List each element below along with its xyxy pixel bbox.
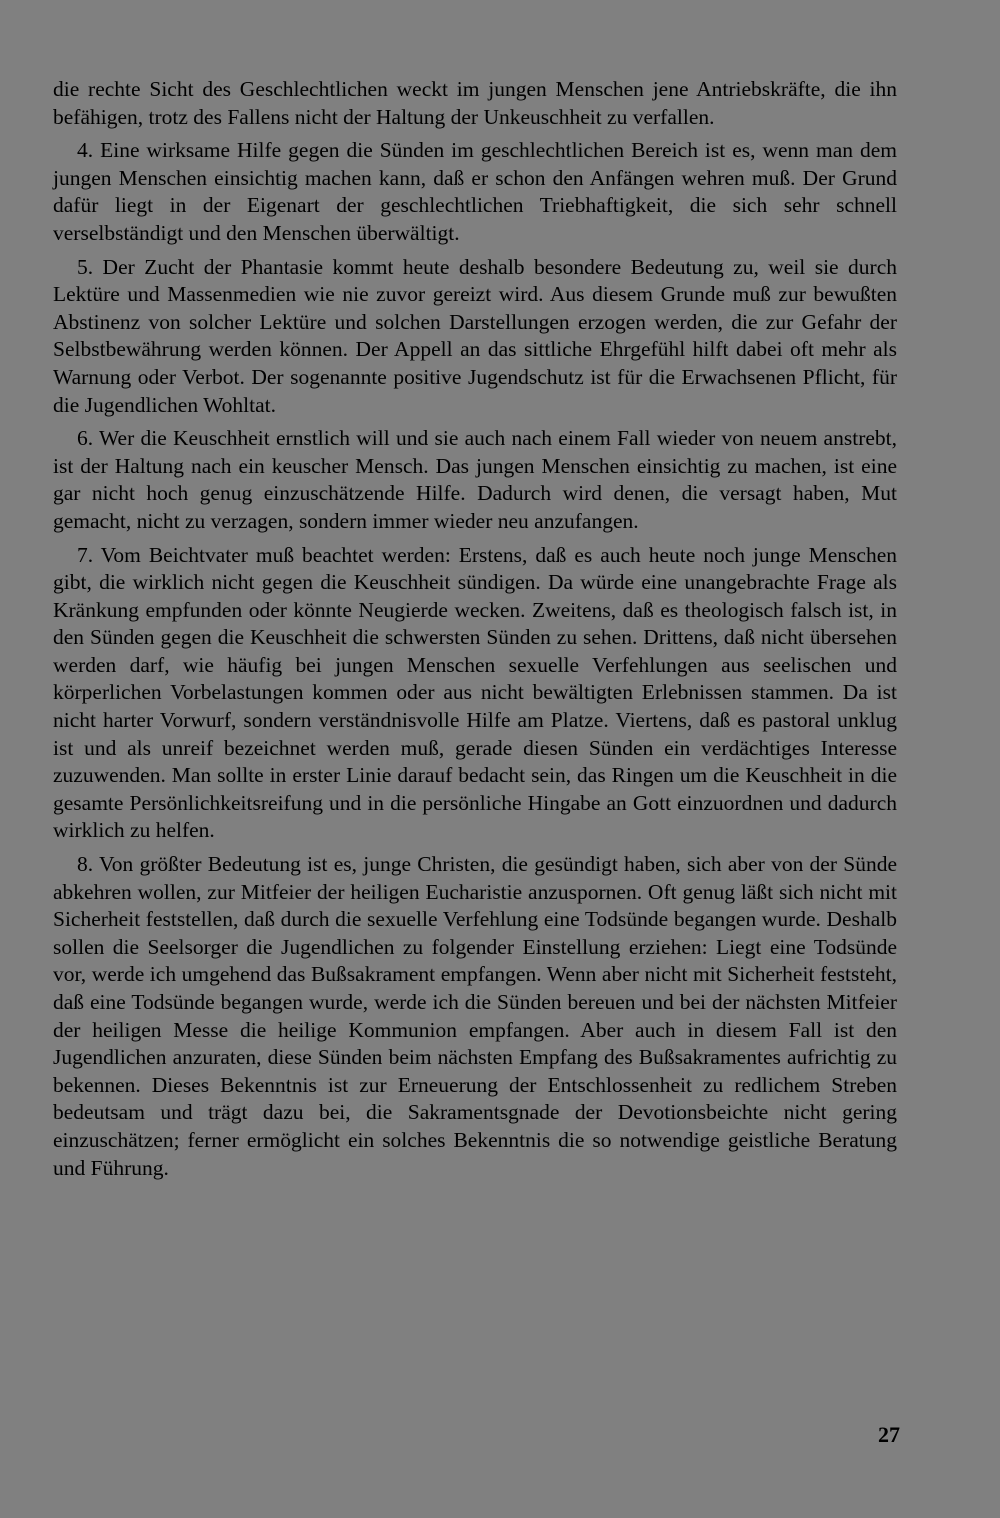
paragraph-6: 6. Wer die Keuschheit ernstlich will und sie auch nach einem Fall wieder von neuem anstrebt, ist der Haltung nach ein keuscher Mensch. Das jungen Menschen einsichtig zu machen, ist eine gar nicht hoch genug einzuschätzende Hilfe. Dadurch wird denen, die versagt haben, Mut gemacht, nicht zu verzagen, sondern immer wieder neu anzufangen. <box>53 426 897 533</box>
body-text <box>53 76 897 1182</box>
paragraph-5: 5. Der Zucht der Phantasie kommt heute deshalb besondere Bedeutung zu, weil sie durch Lektüre und Massenmedien wie nie zuvor gereizt wird. Aus diesem Grunde muß zur bewußten Abstinenz von solcher Lektüre und solchen Darstellungen erzogen werden, die zur Gefahr der Selbstbewährung werden können. Der Appell an das sittliche Ehrgefühl hilft dabei oft mehr als Warnung oder Verbot. Der sogenannte positive Jugendschutz ist für die Erwachsenen Pflicht, für die Jugendlichen Wohltat. <box>53 254 897 417</box>
paragraph-continuation: die rechte Sicht des Geschlechtlichen weckt im jungen Menschen jene Antriebskräfte, die ihn befähigen, trotz des Fallens nicht der Haltung der Unkeuschheit zu verfallen. <box>53 77 897 129</box>
page-number: 27 <box>878 1422 900 1447</box>
paragraph-7: 7. Vom Beichtvater muß beachtet werden: Erstens, daß es auch heute noch junge Menschen gibt, die wirklich nicht gegen die Keuschheit sündigen. Da würde eine unangebrachte Frage als Kränkung empfunden oder könnte Neugierde wecken. Zweitens, daß es theologisch falsch ist, in den Sünden gegen die Keuschheit die schwersten Sünden zu sehen. Drittens, daß nicht übersehen werden darf, wie häufig bei jungen Menschen sexuelle Verfehlungen aus seelischen und körperlichen Vorbelastungen kommen oder aus nicht bewältigten Erlebnissen stammen. Da ist nicht harter Vorwurf, sondern verständnisvolle Hilfe am Platze. Viertens, daß es pastoral unklug ist und als unreif bezeichnet werden muß, gerade diesen Sünden ein verdächtiges Interesse zuzuwenden. Man sollte in erster Linie darauf bedacht sein, das Ringen um die Keuschheit in die gesamte Persönlichkeitsreifung und in die persönliche Hingabe an Gott einzuordnen und dadurch wirklich zu helfen. <box>53 542 897 843</box>
paragraph-4: 4. Eine wirksame Hilfe gegen die Sünden im geschlechtlichen Bereich ist es, wenn man dem jungen Menschen einsichtig machen kann, daß er schon den Anfängen wehren muß. Der Grund dafür liegt in der Eigenart der geschlechtlichen Triebhaftigkeit, die sich sehr schnell verselbständigt und den Menschen überwältigt. <box>53 138 897 245</box>
paragraph-8: 8. Von größter Bedeutung ist es, junge Christen, die gesündigt haben, sich aber von der Sünde abkehren wollen, zur Mitfeier der heiligen Eucharistie anzuspornen. Oft genug läßt sich nicht mit Sicherheit feststellen, daß durch die sexuelle Verfehlung eine Todsünde begangen wurde. Deshalb sollen die Seelsorger die Jugendlichen zu folgender Einstellung erziehen: Liegt eine Todsünde vor, werde ich umgehend das Bußsakrament empfangen. Wenn aber nicht mit Sicherheit feststeht, daß eine Todsünde begangen wurde, werde ich die Sünden bereuen und bei der nächsten Mitfeier der heiligen Messe die heilige Kommunion empfangen. Aber auch in diesem Fall ist den Jugendlichen anzuraten, diese Sünden beim nächsten Empfang des Bußsakramentes aufrichtig zu bekennen. Dieses Bekenntnis ist zur Erneuerung der Entschlossenheit zu redlichem Streben bedeutsam und trägt dazu bei, die Sakramentsgnade der Devotionsbeichte nicht gering einzuschätzen; ferner ermöglicht ein solches Bekenntnis die so notwendige geistliche Beratung und Führung. <box>53 852 897 1180</box>
